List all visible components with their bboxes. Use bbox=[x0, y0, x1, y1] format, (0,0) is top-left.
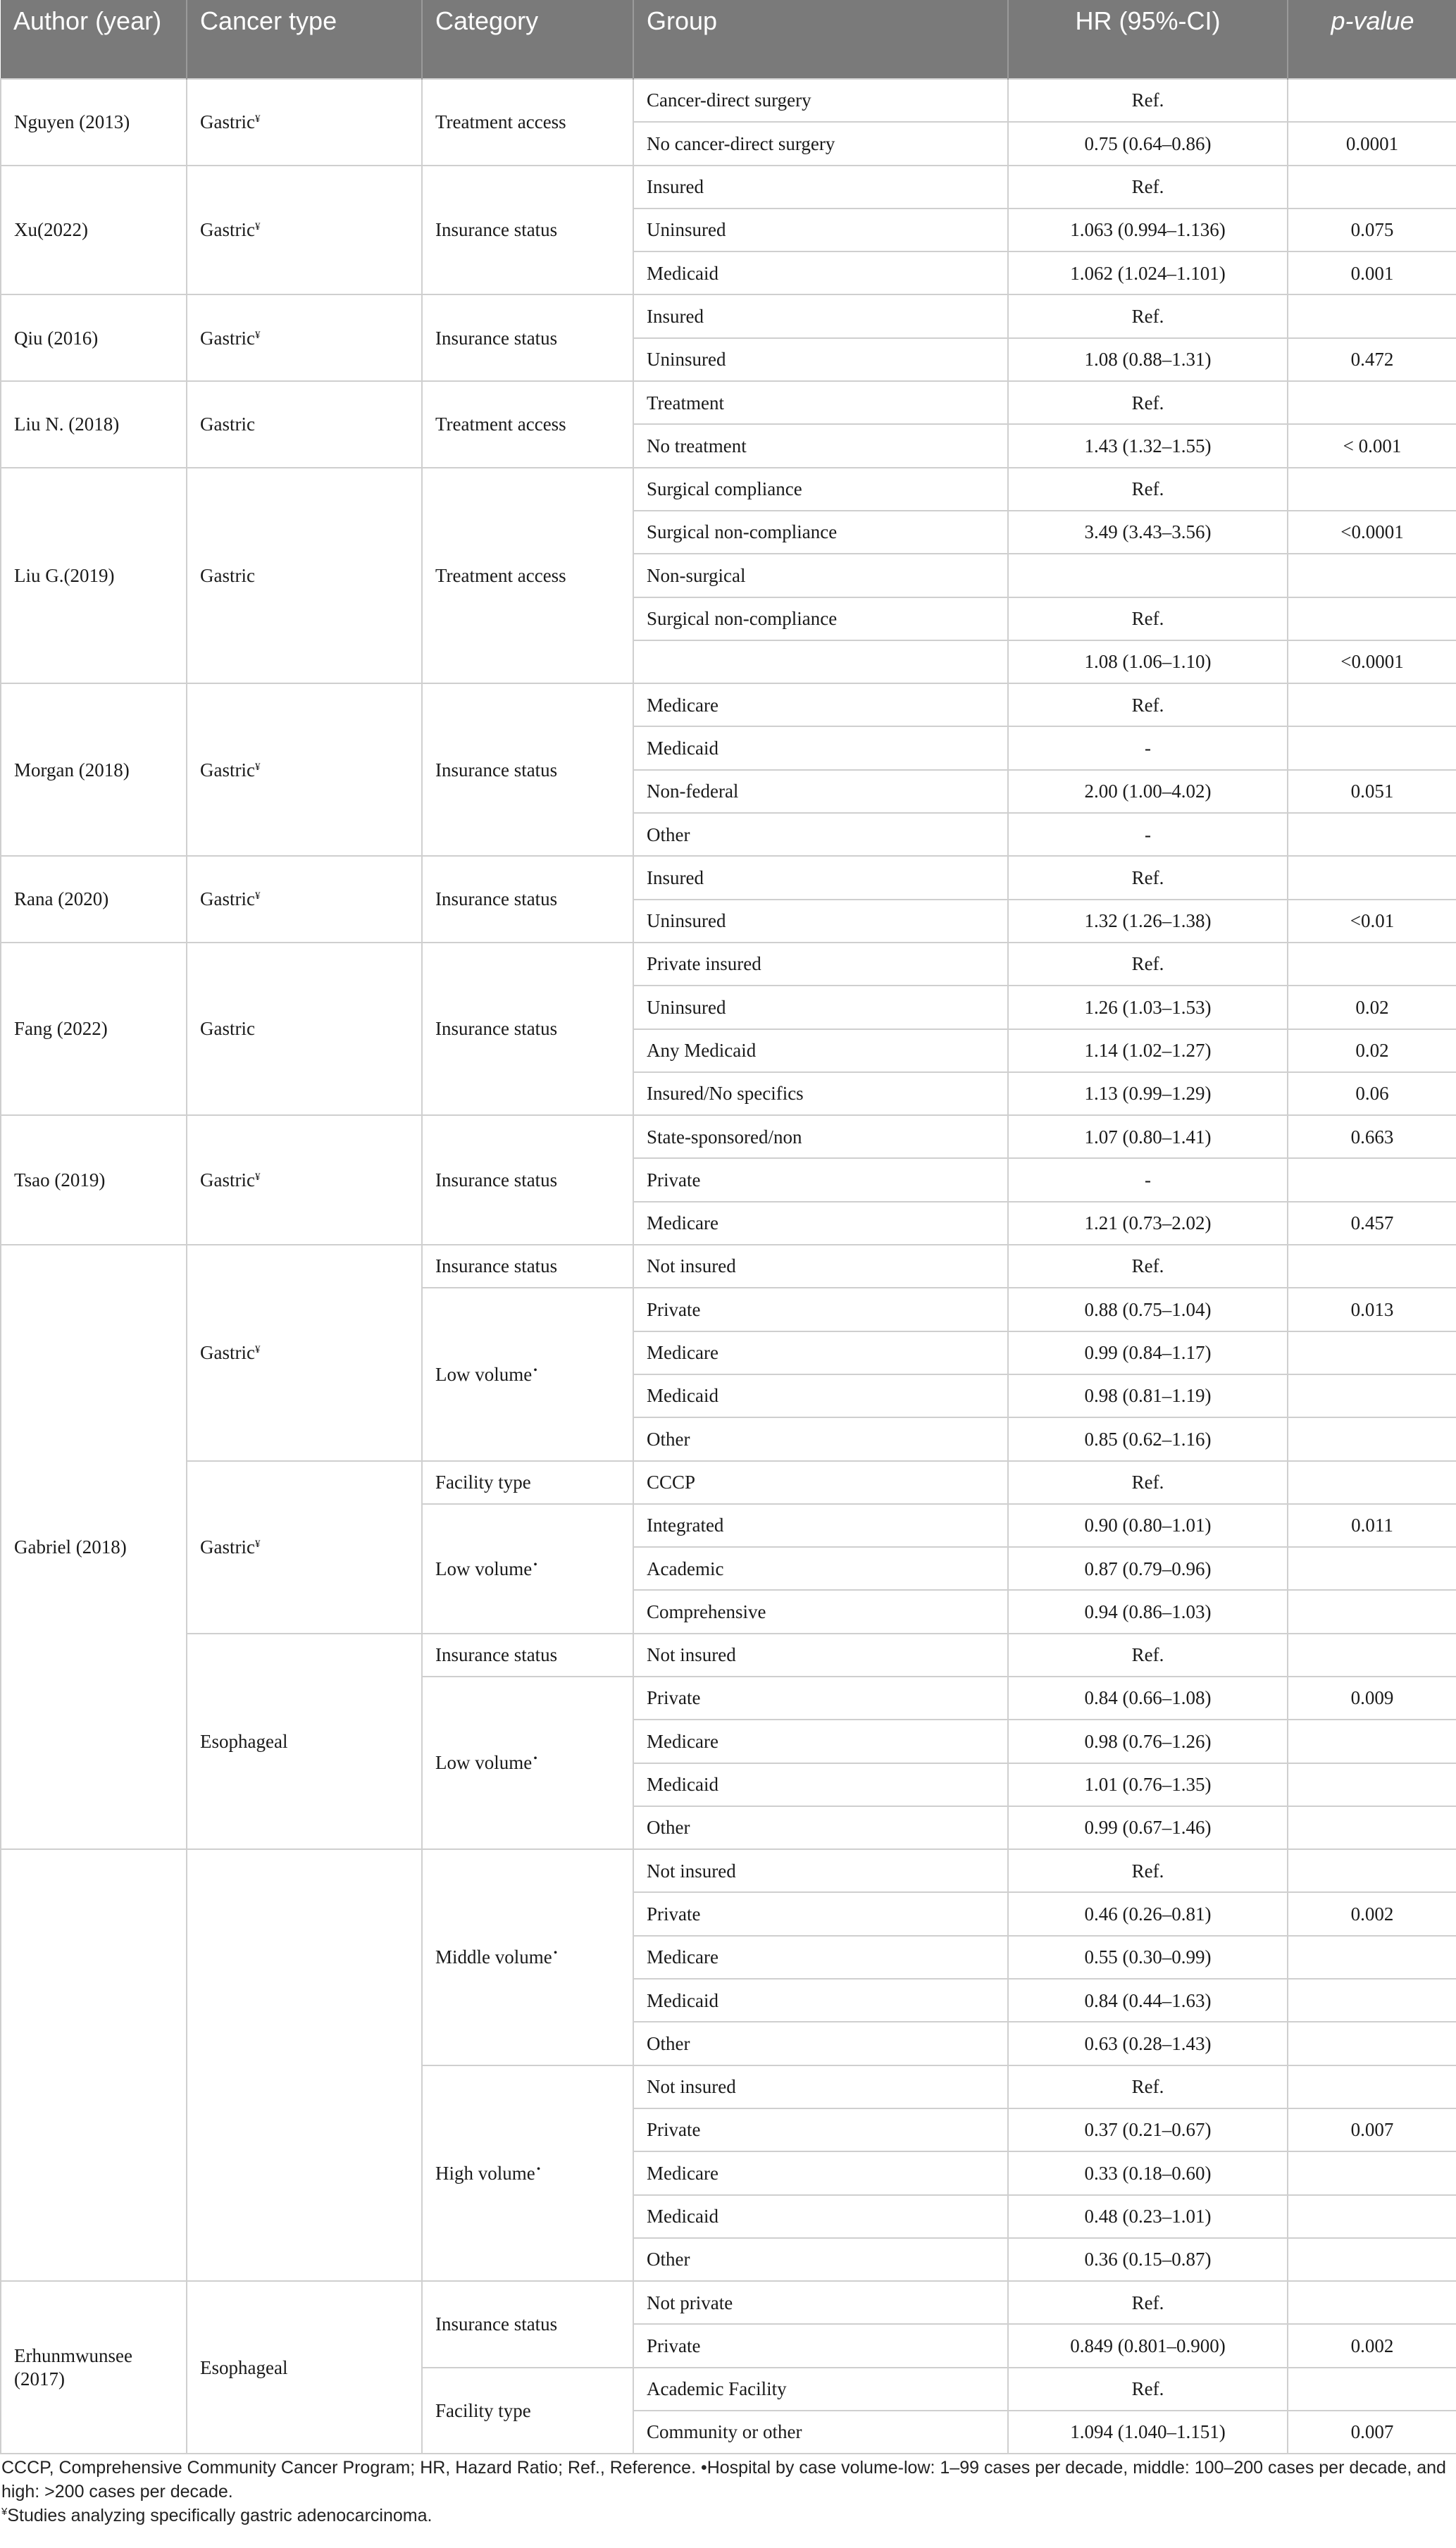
pvalue-cell bbox=[1288, 726, 1456, 769]
group-cell: Non-federal bbox=[633, 770, 1008, 813]
pvalue-cell bbox=[1288, 1634, 1456, 1677]
hr-cell: 0.36 (0.15–0.87) bbox=[1008, 2238, 1288, 2281]
hr-cell: - bbox=[1008, 813, 1288, 856]
table-row bbox=[1, 468, 1456, 511]
category-cell: Treatment access bbox=[422, 79, 633, 166]
group-cell: Medicare bbox=[633, 1202, 1008, 1245]
hr-cell: 0.63 (0.28–1.43) bbox=[1008, 2022, 1288, 2065]
hr-cell: 0.94 (0.86–1.03) bbox=[1008, 1590, 1288, 1633]
gastric-adeno-mark: ¥ bbox=[254, 113, 261, 125]
table-row bbox=[1, 79, 1456, 122]
pvalue-cell bbox=[1288, 166, 1456, 209]
cancer-type-cell bbox=[187, 1849, 422, 2281]
group-cell: Not insured bbox=[633, 2065, 1008, 2108]
group-cell: Any Medicaid bbox=[633, 1029, 1008, 1072]
category-cell: Insurance status bbox=[422, 943, 633, 1115]
pvalue-cell bbox=[1288, 1590, 1456, 1633]
hr-cell: 0.37 (0.21–0.67) bbox=[1008, 2108, 1288, 2151]
header-hr: HR (95%-CI) bbox=[1008, 0, 1288, 79]
pvalue-cell: 0.013 bbox=[1288, 1288, 1456, 1331]
hr-cell: 0.84 (0.66–1.08) bbox=[1008, 1677, 1288, 1720]
hr-cell: Ref. bbox=[1008, 381, 1288, 424]
hr-cell: Ref. bbox=[1008, 1634, 1288, 1677]
hr-cell: 0.48 (0.23–1.01) bbox=[1008, 2195, 1288, 2238]
category-cell: Treatment access bbox=[422, 468, 633, 683]
hr-cell: 2.00 (1.00–4.02) bbox=[1008, 770, 1288, 813]
group-cell: Medicaid bbox=[633, 1374, 1008, 1417]
pvalue-cell bbox=[1288, 381, 1456, 424]
group-cell: Treatment bbox=[633, 381, 1008, 424]
pvalue-cell bbox=[1288, 2151, 1456, 2194]
author-cell: Xu(2022) bbox=[1, 166, 187, 295]
hr-cell: Ref. bbox=[1008, 2281, 1288, 2324]
gastric-adeno-mark: ¥ bbox=[254, 1344, 261, 1356]
gastric-adeno-mark: ¥ bbox=[254, 329, 261, 341]
hr-cell: 1.13 (0.99–1.29) bbox=[1008, 1072, 1288, 1115]
category-cell: Insurance status bbox=[422, 1634, 633, 1677]
group-cell: Uninsured bbox=[633, 209, 1008, 251]
group-cell: Medicare bbox=[633, 683, 1008, 726]
group-cell: Medicaid bbox=[633, 1979, 1008, 2022]
pvalue-cell bbox=[1288, 1547, 1456, 1590]
group-cell: Private bbox=[633, 1892, 1008, 1935]
cancer-type-cell: Gastric bbox=[187, 468, 422, 683]
cancer-type-cell: Gastric¥ bbox=[187, 166, 422, 295]
pvalue-cell: <0.0001 bbox=[1288, 511, 1456, 554]
hr-cell: Ref. bbox=[1008, 1245, 1288, 1288]
cancer-type-cell: Gastric¥ bbox=[187, 79, 422, 166]
pvalue-cell bbox=[1288, 1417, 1456, 1460]
category-cell: Insurance status bbox=[422, 166, 633, 295]
pvalue-cell: 0.663 bbox=[1288, 1115, 1456, 1158]
author-cell: Nguyen (2013) bbox=[1, 79, 187, 166]
group-cell: Medicare bbox=[633, 1936, 1008, 1979]
hr-cell: - bbox=[1008, 1158, 1288, 1201]
group-cell: Private bbox=[633, 2324, 1008, 2367]
hr-cell: 0.849 (0.801–0.900) bbox=[1008, 2324, 1288, 2367]
pvalue-cell bbox=[1288, 2238, 1456, 2281]
hr-cell: 1.062 (1.024–1.101) bbox=[1008, 251, 1288, 294]
pvalue-cell: 0.002 bbox=[1288, 1892, 1456, 1935]
group-cell: No cancer-direct surgery bbox=[633, 122, 1008, 165]
hr-cell: 0.33 (0.18–0.60) bbox=[1008, 2151, 1288, 2194]
group-cell: Uninsured bbox=[633, 986, 1008, 1028]
pvalue-cell bbox=[1288, 813, 1456, 856]
group-cell: Medicare bbox=[633, 1331, 1008, 1374]
pvalue-cell bbox=[1288, 79, 1456, 122]
pvalue-cell: 0.002 bbox=[1288, 2324, 1456, 2367]
pvalue-cell bbox=[1288, 2195, 1456, 2238]
author-cell: Liu N. (2018) bbox=[1, 381, 187, 468]
pvalue-cell bbox=[1288, 1158, 1456, 1201]
hr-cell: 0.55 (0.30–0.99) bbox=[1008, 1936, 1288, 1979]
pvalue-cell: < 0.001 bbox=[1288, 424, 1456, 467]
hr-cell: 1.08 (0.88–1.31) bbox=[1008, 338, 1288, 381]
footnote-abbreviations: CCCP, Comprehensive Community Cancer Program; HR, Hazard Ratio; Ref., Reference. •Hospital by case volume-low: 1–99 cases per decade, middle: 100–200 cases per decade, and high: >200 cases per decade. bbox=[1, 2458, 1446, 2502]
category-cell: Insurance status bbox=[422, 294, 633, 381]
hr-cell: 1.32 (1.26–1.38) bbox=[1008, 900, 1288, 943]
cancer-type-cell: Gastric¥ bbox=[187, 1115, 422, 1245]
pvalue-cell: 0.02 bbox=[1288, 986, 1456, 1028]
pvalue-cell bbox=[1288, 1979, 1456, 2022]
pvalue-cell bbox=[1288, 856, 1456, 899]
pvalue-cell bbox=[1288, 294, 1456, 337]
hr-cell: 0.84 (0.44–1.63) bbox=[1008, 1979, 1288, 2022]
cancer-type-cell: Gastric¥ bbox=[187, 1245, 422, 1460]
group-cell: Insured bbox=[633, 294, 1008, 337]
hr-cell: Ref. bbox=[1008, 683, 1288, 726]
table-row bbox=[1, 166, 1456, 209]
pvalue-cell: 0.075 bbox=[1288, 209, 1456, 251]
volume-mark: • bbox=[533, 1364, 537, 1376]
hr-cell: Ref. bbox=[1008, 2065, 1288, 2108]
group-cell: Not insured bbox=[633, 1849, 1008, 1892]
group-cell: No treatment bbox=[633, 424, 1008, 467]
gastric-adeno-mark: ¥ bbox=[254, 221, 261, 233]
hr-cell: Ref. bbox=[1008, 468, 1288, 511]
group-cell: CCCP bbox=[633, 1461, 1008, 1504]
author-cell: Qiu (2016) bbox=[1, 294, 187, 381]
group-cell: Medicaid bbox=[633, 1763, 1008, 1806]
volume-mark: • bbox=[536, 2163, 541, 2175]
category-cell: Insurance status bbox=[422, 2281, 633, 2368]
hr-cell: Ref. bbox=[1008, 943, 1288, 986]
hr-cell bbox=[1008, 554, 1288, 597]
gastric-adeno-mark: ¥ bbox=[254, 1171, 261, 1183]
hr-cell: 0.99 (0.84–1.17) bbox=[1008, 1331, 1288, 1374]
table-footnotes bbox=[0, 2456, 1451, 2528]
hr-cell: 1.43 (1.32–1.55) bbox=[1008, 424, 1288, 467]
hr-cell: 0.46 (0.26–0.81) bbox=[1008, 1892, 1288, 1935]
pvalue-cell: 0.001 bbox=[1288, 251, 1456, 294]
group-cell: Private insured bbox=[633, 943, 1008, 986]
group-cell: Private bbox=[633, 1158, 1008, 1201]
group-cell: Non-surgical bbox=[633, 554, 1008, 597]
group-cell: Medicaid bbox=[633, 251, 1008, 294]
category-cell: Facility type bbox=[422, 2368, 633, 2454]
pvalue-cell bbox=[1288, 554, 1456, 597]
category-cell: Insurance status bbox=[422, 1245, 633, 1288]
pvalue-cell bbox=[1288, 1331, 1456, 1374]
hr-cell: 1.08 (1.06–1.10) bbox=[1008, 640, 1288, 683]
author-cell: Rana (2020) bbox=[1, 856, 187, 943]
pvalue-cell bbox=[1288, 1245, 1456, 1288]
pvalue-cell: 0.0001 bbox=[1288, 122, 1456, 165]
group-cell: Surgical non-compliance bbox=[633, 597, 1008, 640]
cancer-type-cell: Gastric bbox=[187, 943, 422, 1115]
group-cell: Not private bbox=[633, 2281, 1008, 2324]
category-cell: Low volume • bbox=[422, 1288, 633, 1460]
table-row bbox=[1, 1115, 1456, 1158]
author-cell: Erhunmwunsee (2017) bbox=[1, 2281, 187, 2454]
table-row bbox=[1, 856, 1456, 899]
author-cell: Gabriel (2018) bbox=[1, 1245, 187, 1849]
hr-cell: 0.90 (0.80–1.01) bbox=[1008, 1504, 1288, 1547]
table-row bbox=[1, 1849, 1456, 1892]
table-row bbox=[1, 294, 1456, 337]
table-header-row bbox=[1, 0, 1456, 79]
pvalue-cell bbox=[1288, 2065, 1456, 2108]
pvalue-cell: 0.06 bbox=[1288, 1072, 1456, 1115]
group-cell: Other bbox=[633, 1417, 1008, 1460]
hr-cell: Ref. bbox=[1008, 1849, 1288, 1892]
hr-cell: 1.07 (0.80–1.41) bbox=[1008, 1115, 1288, 1158]
group-cell: Medicare bbox=[633, 1720, 1008, 1763]
header-cancer-type: Cancer type bbox=[187, 0, 422, 79]
group-cell: Not insured bbox=[633, 1245, 1008, 1288]
hr-cell: 0.98 (0.76–1.26) bbox=[1008, 1720, 1288, 1763]
group-cell: Other bbox=[633, 813, 1008, 856]
pvalue-cell bbox=[1288, 1806, 1456, 1849]
hr-cell: 1.14 (1.02–1.27) bbox=[1008, 1029, 1288, 1072]
pvalue-cell: 0.051 bbox=[1288, 770, 1456, 813]
group-cell: Medicaid bbox=[633, 726, 1008, 769]
pvalue-cell bbox=[1288, 597, 1456, 640]
group-cell: Not insured bbox=[633, 1634, 1008, 1677]
header-pvalue: p-value bbox=[1288, 0, 1456, 79]
author-cell: Morgan (2018) bbox=[1, 683, 187, 856]
cancer-type-cell: Gastric¥ bbox=[187, 683, 422, 856]
hr-cell: Ref. bbox=[1008, 294, 1288, 337]
group-cell: Insured/No specifics bbox=[633, 1072, 1008, 1115]
group-cell: Academic Facility bbox=[633, 2368, 1008, 2411]
pvalue-cell bbox=[1288, 1461, 1456, 1504]
table-row bbox=[1, 1245, 1456, 1288]
author-cell: Liu G.(2019) bbox=[1, 468, 187, 683]
pvalue-cell: 0.009 bbox=[1288, 1677, 1456, 1720]
hr-cell: 0.99 (0.67–1.46) bbox=[1008, 1806, 1288, 1849]
category-cell: Low volume • bbox=[422, 1504, 633, 1634]
pvalue-cell bbox=[1288, 468, 1456, 511]
group-cell: Surgical compliance bbox=[633, 468, 1008, 511]
table-row bbox=[1, 381, 1456, 424]
cancer-type-cell: Gastric¥ bbox=[187, 856, 422, 943]
pvalue-cell bbox=[1288, 2281, 1456, 2324]
hr-cell: Ref. bbox=[1008, 2368, 1288, 2411]
group-cell: Integrated bbox=[633, 1504, 1008, 1547]
group-cell bbox=[633, 640, 1008, 683]
group-cell: Medicare bbox=[633, 2151, 1008, 2194]
group-cell: Private bbox=[633, 2108, 1008, 2151]
cancer-type-cell: Gastric bbox=[187, 381, 422, 468]
pvalue-cell bbox=[1288, 1936, 1456, 1979]
author-cell bbox=[1, 1849, 187, 2281]
hr-cell: 1.21 (0.73–2.02) bbox=[1008, 1202, 1288, 1245]
hr-cell: 1.01 (0.76–1.35) bbox=[1008, 1763, 1288, 1806]
pvalue-cell bbox=[1288, 1763, 1456, 1806]
hr-cell: 0.85 (0.62–1.16) bbox=[1008, 1417, 1288, 1460]
pvalue-cell: 0.457 bbox=[1288, 1202, 1456, 1245]
category-cell: Insurance status bbox=[422, 683, 633, 856]
table-row bbox=[1, 1634, 1456, 1677]
group-cell: Other bbox=[633, 2238, 1008, 2281]
pvalue-cell bbox=[1288, 943, 1456, 986]
pvalue-cell bbox=[1288, 1374, 1456, 1417]
category-cell: Insurance status bbox=[422, 1115, 633, 1245]
volume-mark: • bbox=[553, 1947, 558, 1960]
group-cell: Private bbox=[633, 1288, 1008, 1331]
pvalue-cell bbox=[1288, 1720, 1456, 1763]
group-cell: Surgical non-compliance bbox=[633, 511, 1008, 554]
hr-cell: 0.75 (0.64–0.86) bbox=[1008, 122, 1288, 165]
category-cell: Low volume • bbox=[422, 1677, 633, 1849]
footnote-gastric: ¥Studies analyzing specifically gastric adenocarcinoma. bbox=[1, 2506, 433, 2525]
pvalue-cell: 0.007 bbox=[1288, 2411, 1456, 2454]
table-row bbox=[1, 1461, 1456, 1504]
pvalue-cell: 0.472 bbox=[1288, 338, 1456, 381]
category-cell: High volume • bbox=[422, 2065, 633, 2281]
table-row bbox=[1, 2281, 1456, 2324]
table-row bbox=[1, 683, 1456, 726]
hr-cell: Ref. bbox=[1008, 166, 1288, 209]
hr-cell: 3.49 (3.43–3.56) bbox=[1008, 511, 1288, 554]
pvalue-cell: 0.02 bbox=[1288, 1029, 1456, 1072]
hr-cell: Ref. bbox=[1008, 1461, 1288, 1504]
cancer-type-cell: Esophageal bbox=[187, 1634, 422, 1849]
group-cell: Other bbox=[633, 2022, 1008, 2065]
volume-mark: • bbox=[533, 1753, 537, 1765]
group-cell: State-sponsored/non bbox=[633, 1115, 1008, 1158]
group-cell: Medicaid bbox=[633, 2195, 1008, 2238]
pvalue-cell: <0.0001 bbox=[1288, 640, 1456, 683]
hr-cell: 0.98 (0.81–1.19) bbox=[1008, 1374, 1288, 1417]
hr-cell: 0.87 (0.79–0.96) bbox=[1008, 1547, 1288, 1590]
group-cell: Cancer-direct surgery bbox=[633, 79, 1008, 122]
header-author: Author (year) bbox=[1, 0, 187, 79]
category-cell: Treatment access bbox=[422, 381, 633, 468]
volume-mark: • bbox=[533, 1558, 537, 1571]
hr-cell: Ref. bbox=[1008, 597, 1288, 640]
hr-cell: Ref. bbox=[1008, 79, 1288, 122]
group-cell: Academic bbox=[633, 1547, 1008, 1590]
pvalue-cell: 0.011 bbox=[1288, 1504, 1456, 1547]
cancer-type-cell: Esophageal bbox=[187, 2281, 422, 2454]
group-cell: Comprehensive bbox=[633, 1590, 1008, 1633]
hr-cell: 1.26 (1.03–1.53) bbox=[1008, 986, 1288, 1028]
author-cell: Tsao (2019) bbox=[1, 1115, 187, 1245]
header-category: Category bbox=[422, 0, 633, 79]
group-cell: Other bbox=[633, 1806, 1008, 1849]
group-cell: Private bbox=[633, 1677, 1008, 1720]
group-cell: Uninsured bbox=[633, 338, 1008, 381]
gastric-adeno-mark: ¥ bbox=[254, 761, 261, 773]
group-cell: Community or other bbox=[633, 2411, 1008, 2454]
cancer-type-cell: Gastric¥ bbox=[187, 1461, 422, 1634]
pvalue-cell bbox=[1288, 2022, 1456, 2065]
category-cell: Insurance status bbox=[422, 856, 633, 943]
pvalue-cell: <0.01 bbox=[1288, 900, 1456, 943]
category-cell: Middle volume • bbox=[422, 1849, 633, 2065]
group-cell: Insured bbox=[633, 166, 1008, 209]
hr-cell: 0.88 (0.75–1.04) bbox=[1008, 1288, 1288, 1331]
author-cell: Fang (2022) bbox=[1, 943, 187, 1115]
header-group: Group bbox=[633, 0, 1008, 79]
hr-cell: 1.094 (1.040–1.151) bbox=[1008, 2411, 1288, 2454]
hr-cell: 1.063 (0.994–1.136) bbox=[1008, 209, 1288, 251]
pvalue-cell bbox=[1288, 683, 1456, 726]
gastric-adeno-mark: ¥ bbox=[1, 2506, 8, 2518]
category-cell: Facility type bbox=[422, 1461, 633, 1504]
group-cell: Insured bbox=[633, 856, 1008, 899]
hr-cell: Ref. bbox=[1008, 856, 1288, 899]
pvalue-cell: 0.007 bbox=[1288, 2108, 1456, 2151]
hr-cell: - bbox=[1008, 726, 1288, 769]
gastric-adeno-mark: ¥ bbox=[254, 1538, 261, 1550]
gastric-adeno-mark: ¥ bbox=[254, 890, 261, 902]
pvalue-cell bbox=[1288, 2368, 1456, 2411]
pvalue-cell bbox=[1288, 1849, 1456, 1892]
table-row bbox=[1, 943, 1456, 986]
group-cell: Uninsured bbox=[633, 900, 1008, 943]
cancer-type-cell: Gastric¥ bbox=[187, 294, 422, 381]
